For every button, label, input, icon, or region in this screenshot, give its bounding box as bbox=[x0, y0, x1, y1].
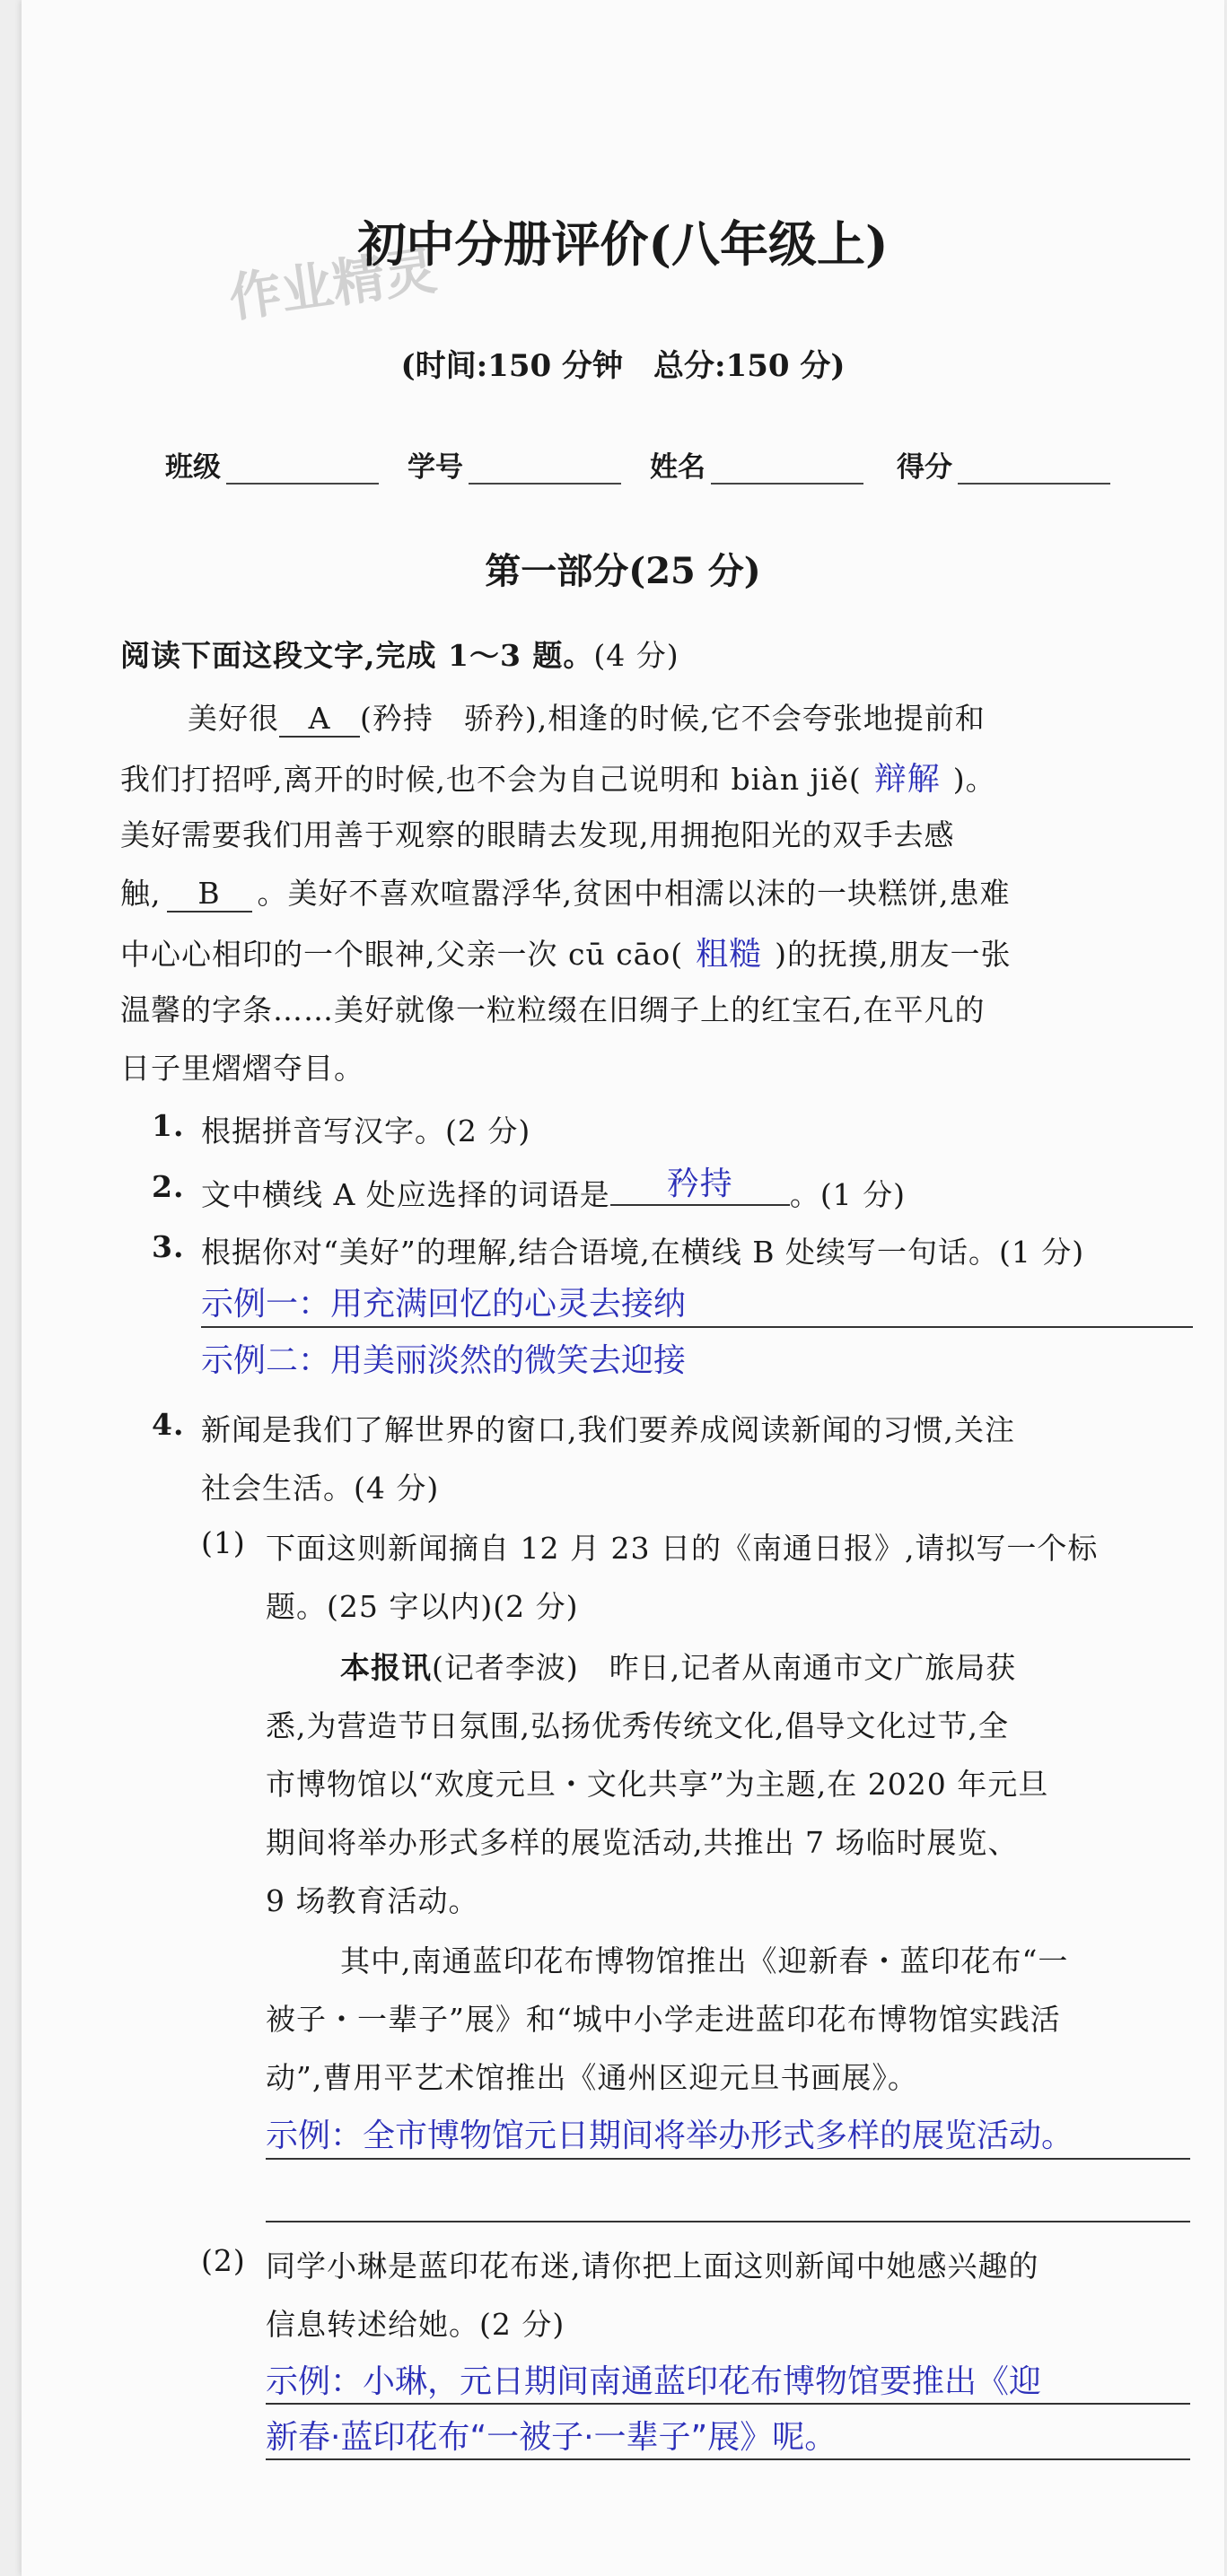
q2-prompt: 文中横线 A 处应选择的词语是 bbox=[201, 1177, 610, 1212]
q4-text-1: 新闻是我们了解世界的窗口,我们要养成阅读新闻的习惯,关注 bbox=[201, 1412, 1015, 1447]
name-label: 姓名 bbox=[650, 451, 706, 484]
exam-page bbox=[22, 0, 1224, 2576]
passage-line-2 bbox=[120, 754, 996, 799]
q4-2-text-2: 信息转述给她。(2 分) bbox=[266, 2307, 565, 2342]
q4-text-2: 社会生活。(4 分) bbox=[201, 1471, 440, 1506]
q4-2-answer-line-2 bbox=[266, 2458, 1190, 2460]
passage-line-7: 日子里熠熠夺目。 bbox=[120, 1051, 364, 1086]
news-line-8: 动”,曹用平艺术馆推出《通州区迎元旦书画展》。 bbox=[266, 2060, 918, 2095]
q3-number: 3. bbox=[152, 1229, 185, 1264]
reading-score: (4 分) bbox=[593, 638, 679, 673]
passage-text: 中心心相印的一个眼神,父亲一次 cū cāo( bbox=[120, 937, 684, 972]
q1-text: 根据拼音写汉字。(2 分) bbox=[201, 1113, 531, 1148]
q4-2-answer-1: 示例：小琳，元日期间南通蓝印花布博物馆要推出《迎 bbox=[266, 2363, 1042, 2400]
watermark: 作业精灵 bbox=[225, 240, 441, 329]
news-text: (记者李波) 昨日,记者从南通市文广旅局获 bbox=[432, 1650, 1017, 1685]
name-blank[interactable] bbox=[711, 456, 863, 485]
q2-text bbox=[201, 1166, 907, 1217]
news-line-5: 9 场教育活动。 bbox=[266, 1883, 479, 1918]
reading-heading bbox=[120, 633, 679, 675]
passage-line-5 bbox=[120, 929, 1012, 974]
q2-number: 2. bbox=[152, 1169, 185, 1204]
class-blank[interactable] bbox=[226, 456, 379, 485]
q1-number: 1. bbox=[152, 1108, 185, 1143]
passage-text: )。 bbox=[952, 762, 996, 797]
news-line-1 bbox=[340, 1645, 1016, 1687]
passage-line-3: 美好需要我们用善于观察的眼睛去发现,用拥抱阳光的双手去感 bbox=[120, 817, 955, 852]
q4-2-number: (2) bbox=[201, 2243, 246, 2278]
news-line-7: 被子・一辈子”展》和“城中小学走进蓝印花布博物馆实践活 bbox=[266, 2002, 1061, 2037]
q2-score: 。(1 分) bbox=[789, 1177, 907, 1212]
number-blank[interactable] bbox=[469, 456, 621, 485]
blank-a: A bbox=[279, 701, 360, 738]
class-field[interactable] bbox=[165, 444, 379, 485]
q4-1-answer-line-1 bbox=[266, 2158, 1190, 2160]
number-field[interactable] bbox=[408, 444, 621, 485]
passage-line-1 bbox=[188, 695, 986, 738]
name-field[interactable] bbox=[650, 444, 863, 485]
q4-number: 4. bbox=[152, 1407, 185, 1442]
passage-text: 我们打招呼,离开的时候,也不会为自己说明和 biàn jiě( bbox=[120, 762, 862, 797]
blank-b: B bbox=[167, 876, 252, 913]
news-line-3: 市博物馆以“欢度元旦・文化共享”为主题,在 2020 年元旦 bbox=[266, 1767, 1049, 1802]
q4-2-text-1: 同学小琳是蓝印花布迷,请你把上面这则新闻中她感兴趣的 bbox=[266, 2249, 1039, 2283]
page-title: 初中分册评价(八年级上) bbox=[357, 215, 889, 273]
class-label: 班级 bbox=[165, 451, 221, 484]
news-lead: 本报讯 bbox=[340, 1650, 432, 1685]
part-one-heading: 第一部分(25 分) bbox=[485, 550, 761, 592]
passage-text: 美好很 bbox=[188, 701, 279, 736]
score-blank[interactable] bbox=[958, 456, 1110, 485]
passage-text: 。美好不喜欢喧嚣浮华,贫困中相濡以沫的一块糕饼,患难 bbox=[257, 876, 1011, 911]
passage-line-4 bbox=[120, 870, 1010, 913]
score-field[interactable] bbox=[897, 444, 1110, 485]
q4-2-answer-2: 新春·蓝印花布“一被子·一辈子”展》呢。 bbox=[266, 2419, 837, 2456]
exam-time-info: (时间:150 分钟 总分:150 分) bbox=[400, 348, 846, 384]
news-line-6: 其中,南通蓝印花布博物馆推出《迎新春・蓝印花布“一 bbox=[340, 1943, 1069, 1978]
number-label: 学号 bbox=[408, 451, 463, 484]
score-label: 得分 bbox=[897, 451, 952, 484]
passage-text: 触, bbox=[120, 876, 162, 911]
q2-answer: 矜持 bbox=[610, 1158, 790, 1206]
passage-text: (矜持 骄矜),相逢的时候,它不会夸张地提前和 bbox=[360, 701, 986, 736]
passage-line-6: 温馨的字条……美好就像一粒粒缀在旧绸子上的红宝石,在平凡的 bbox=[120, 992, 986, 1027]
passage-text: )的抚摸,朋友一张 bbox=[775, 937, 1012, 972]
q3-answer-2: 示例二：用美丽淡然的微笑去迎接 bbox=[201, 1342, 687, 1379]
q3-answer-line bbox=[201, 1326, 1193, 1328]
q4-1-answer-line-2 bbox=[266, 2221, 1190, 2222]
news-line-2: 悉,为营造节日氛围,弘扬优秀传统文化,倡导文化过节,全 bbox=[266, 1708, 1009, 1743]
q3-answer-1: 示例一：用充满回忆的心灵去接纳 bbox=[201, 1286, 687, 1323]
q4-1-text-1: 下面这则新闻摘自 12 月 23 日的《南通日报》,请拟写一个标 bbox=[266, 1531, 1099, 1566]
q4-2-answer-line-1 bbox=[266, 2403, 1190, 2405]
news-line-4: 期间将举办形式多样的展览活动,共推出 7 场临时展览、 bbox=[266, 1825, 1019, 1860]
answer-bianjie: 辩解 bbox=[873, 761, 941, 798]
q4-1-number: (1) bbox=[201, 1525, 246, 1560]
q4-1-text-2: 题。(25 字以内)(2 分) bbox=[266, 1589, 579, 1624]
answer-cucao: 粗糙 bbox=[696, 936, 763, 973]
q3-text: 根据你对“美好”的理解,结合语境,在横线 B 处续写一句话。(1 分) bbox=[201, 1235, 1085, 1270]
q4-1-answer: 示例：全市博物馆元日期间将举办形式多样的展览活动。 bbox=[266, 2118, 1074, 2154]
reading-instruction: 阅读下面这段文字,完成 1～3 题。 bbox=[120, 638, 594, 673]
